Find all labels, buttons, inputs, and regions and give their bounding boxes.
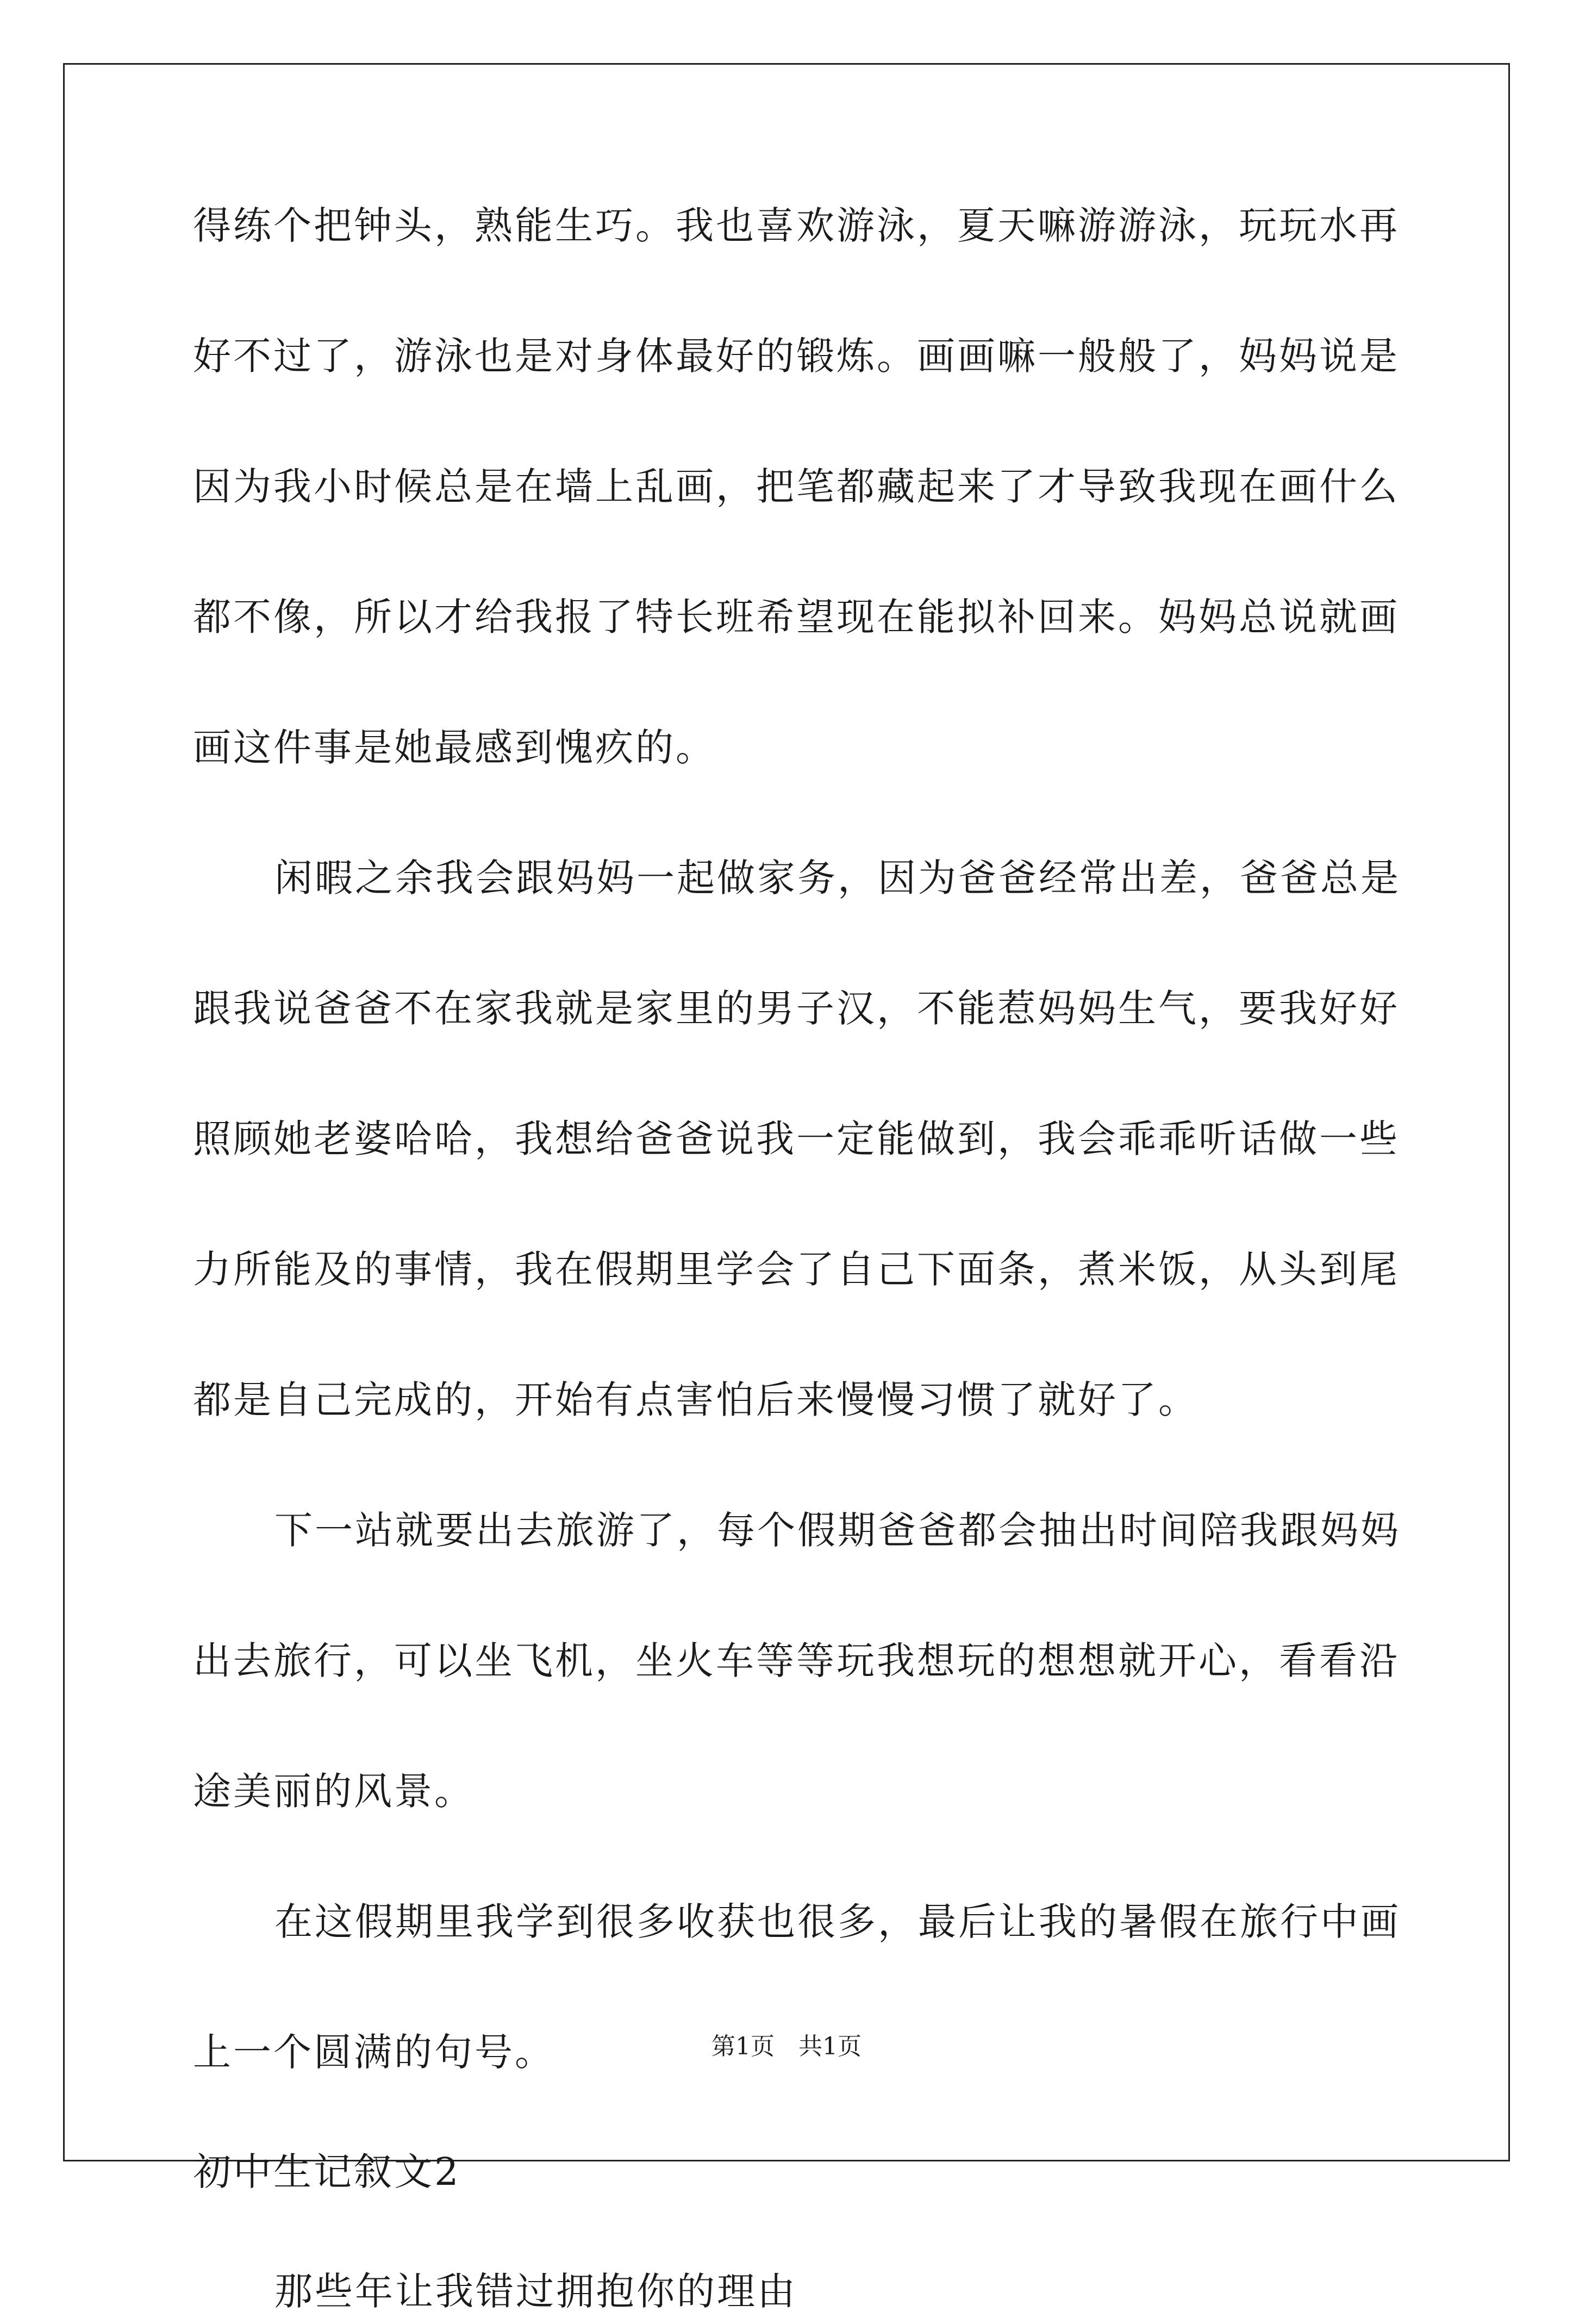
essay-title: 那些年让我错过拥抱你的理由 [274, 2269, 797, 2314]
page-number-footer: 第1页 共1页 [711, 2033, 862, 2060]
paragraph-line: 上一个圆满的句号。 [193, 2030, 555, 2074]
paragraph-line: 跟我说爸爸不在家我就是家里的男子汉，不能惹妈妈生气，要我好好 [193, 986, 1400, 1031]
section-heading: 初中生记叙文2 [193, 2149, 461, 2194]
paragraph-line: 都不像，所以才给我报了特长班希望现在能拟补回来。妈妈总说就画 [193, 595, 1400, 639]
paragraph-line: 画这件事是她最感到愧疚的。 [193, 725, 716, 770]
paragraph-line: 闲暇之余我会跟妈妈一起做家务，因为爸爸经常出差，爸爸总是 [274, 856, 1401, 900]
paragraph-line: 下一站就要出去旅游了，每个假期爸爸都会抽出时间陪我跟妈妈 [274, 1508, 1401, 1553]
paragraph-line: 在这假期里我学到很多收获也很多，最后让我的暑假在旅行中画 [274, 1899, 1401, 1944]
paragraph-line: 好不过了，游泳也是对身体最好的锻炼。画画嘛一般般了，妈妈说是 [193, 334, 1400, 378]
paragraph-line: 照顾她老婆哈哈，我想给爸爸说我一定能做到，我会乖乖听话做一些 [193, 1117, 1400, 1161]
paragraph-line: 因为我小时候总是在墙上乱画，把笔都藏起来了才导致我现在画什么 [193, 464, 1400, 509]
paragraph-line: 得练个把钟头，熟能生巧。我也喜欢游泳，夏天嘛游游泳，玩玩水再 [193, 203, 1400, 248]
paragraph-line: 途美丽的风景。 [193, 1769, 475, 1814]
paragraph-line: 出去旅行，可以坐飞机，坐火车等等玩我想玩的想想就开心，看看沿 [193, 1638, 1400, 1683]
paragraph-line: 都是自己完成的，开始有点害怕后来慢慢习惯了就好了。 [193, 1378, 1199, 1422]
paragraph-line: 力所能及的事情，我在假期里学会了自己下面条，煮米饭，从头到尾 [193, 1247, 1400, 1292]
